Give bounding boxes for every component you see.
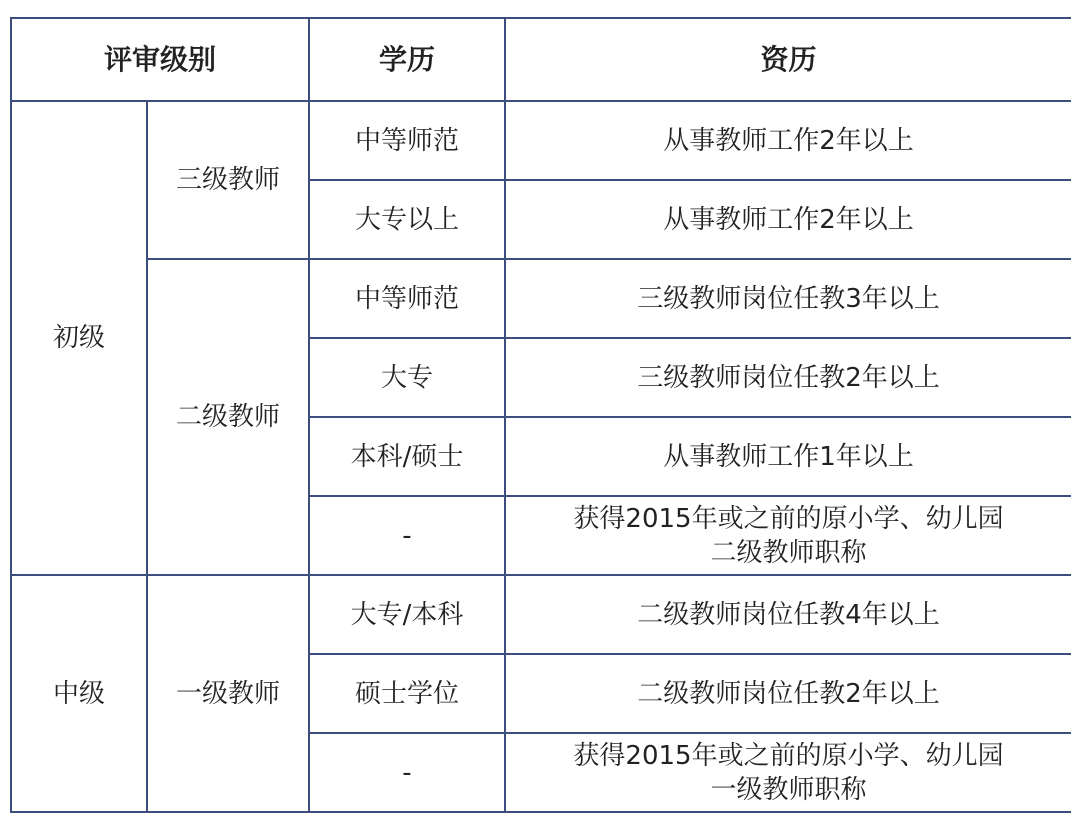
header-level: 评审级别: [11, 18, 309, 101]
qualification-line: 获得2015年或之前的原小学、幼儿园: [573, 503, 1004, 534]
title-grade1: 一级教师: [147, 575, 309, 812]
education-cell: 本科/硕士: [309, 417, 505, 496]
education-cell: 大专/本科: [309, 575, 505, 654]
qualification-cell: 从事教师工作2年以上: [505, 101, 1071, 180]
qualification-cell: 三级教师岗位任教2年以上: [505, 338, 1071, 417]
education-cell: 中等师范: [309, 259, 505, 338]
qualification-table: [10, 17, 1071, 813]
education-cell: 硕士学位: [309, 654, 505, 733]
table-row: [11, 101, 1071, 180]
table-row: [11, 259, 1071, 338]
qualification-cell: [505, 733, 1071, 812]
qualification-line: 一级教师职称: [710, 774, 867, 805]
title-grade2: 二级教师: [147, 259, 309, 575]
header-qualification: 资历: [505, 18, 1071, 101]
qualification-cell: 二级教师岗位任教2年以上: [505, 654, 1071, 733]
education-cell: 大专以上: [309, 180, 505, 259]
level-zhongji: 中级: [11, 575, 147, 812]
qualification-cell: 二级教师岗位任教4年以上: [505, 575, 1071, 654]
qualification-line: 二级教师职称: [710, 537, 867, 568]
qualification-cell: [505, 496, 1071, 575]
education-cell: -: [309, 496, 505, 575]
level-chuji: 初级: [11, 101, 147, 575]
qualification-cell: 三级教师岗位任教3年以上: [505, 259, 1071, 338]
education-cell: 大专: [309, 338, 505, 417]
title-grade3: 三级教师: [147, 101, 309, 259]
education-cell: 中等师范: [309, 101, 505, 180]
table-row: [11, 575, 1071, 654]
header-education: 学历: [309, 18, 505, 101]
qualification-cell: 从事教师工作1年以上: [505, 417, 1071, 496]
table-header-row: [11, 18, 1071, 101]
education-cell: -: [309, 733, 505, 812]
qualification-line: 获得2015年或之前的原小学、幼儿园: [573, 740, 1004, 771]
qualification-cell: 从事教师工作2年以上: [505, 180, 1071, 259]
